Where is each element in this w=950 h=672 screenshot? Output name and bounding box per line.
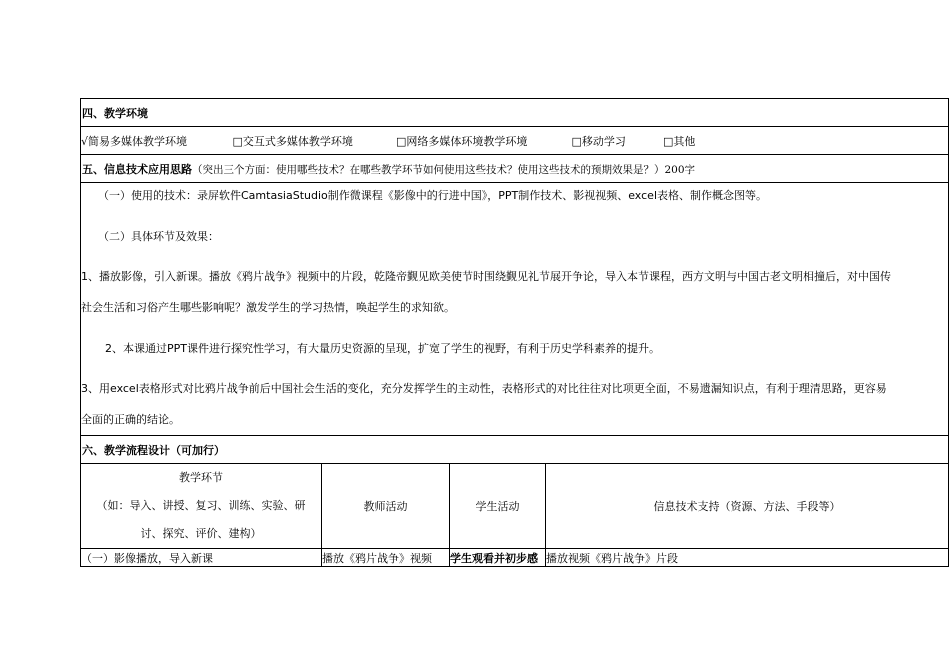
section5-note: （突出三个方面：使用哪些技术？在哪些教学环节如何使用这些技术？使用这些技术的预期效果是？）200字 — [192, 163, 696, 176]
content-line-item3b: 全面的正确的结论。 — [81, 413, 180, 426]
content-line-item3a: 3、用excel表格形式对比鸦片战争前后中国社会生活的变化，充分发挥学生的主动性，表格形式的对比往往对比项更全面，不易遗漏知识点，有利于理清思路，更容易 — [81, 382, 887, 395]
env-option-mobile[interactable]: □移动学习 — [571, 134, 626, 148]
content-line-item1b: 社会生活和习俗产生哪些影响呢？激发学生的学习热情，唤起学生的求知欲。 — [81, 301, 455, 314]
stage-header-line3: 讨、探究、评价、建构） — [140, 527, 262, 540]
content-line-item1a: 1、播放影像，引入新课。播放《鸦片战争》视频中的片段，乾隆帝觐见欧美使节时围绕觐见礼节展开争论，导入本节课程，西方文明与中国古老文明相撞后，对中国传 — [81, 270, 891, 283]
section5-header — [81, 155, 949, 183]
env-option-interactive[interactable]: □交互式多媒体教学环境 — [232, 134, 353, 148]
col-header-stage — [81, 464, 322, 549]
section4-title: 四、教学环境 — [81, 99, 949, 127]
row-student: 学生观看并初步感 — [450, 549, 546, 567]
col-header-student: 学生活动 — [450, 464, 546, 549]
section6-title: 六、教学流程设计（可加行） — [81, 436, 949, 464]
content-line-item2: 2、本课通过PPT课件进行探究性学习，有大量历史资源的呈现，扩宽了学生的视野，有利于历史学科素养的提升。 — [105, 342, 660, 355]
section5-content — [81, 183, 949, 436]
stage-header-line2: （如：导入、讲授、复习、训练、实验、研 — [96, 499, 306, 512]
content-line-subheading: （二）具体环节及效果： — [98, 230, 219, 243]
col-header-teacher: 教师活动 — [322, 464, 450, 549]
row-teacher: 播放《鸦片战争》视频 — [322, 549, 450, 567]
env-option-network[interactable]: □网络多媒体环境教学环境 — [396, 134, 528, 148]
table-row — [81, 549, 949, 567]
env-option-simple[interactable]: √简易多媒体教学环境 — [81, 134, 188, 148]
lesson-plan-table — [80, 98, 949, 567]
stage-header-line1: 教学环节 — [179, 471, 223, 484]
env-options-row — [81, 127, 949, 155]
row-stage: （一）影像播放，导入新课 — [81, 549, 322, 567]
col-header-tech: 信息技术支持（资源、方法、手段等） — [546, 464, 949, 549]
section5-title: 五、信息技术应用思路 — [82, 162, 192, 176]
content-line-tech: （一）使用的技术：录屏软件CamtasiaStudio制作微课程《影像中的行进中国》，PPT制作技术、影视视频、excel表格、制作概念图等。 — [98, 189, 767, 202]
row-tech: 播放视频《鸦片战争》片段 — [546, 549, 949, 567]
env-option-other[interactable]: □其他 — [663, 134, 696, 148]
